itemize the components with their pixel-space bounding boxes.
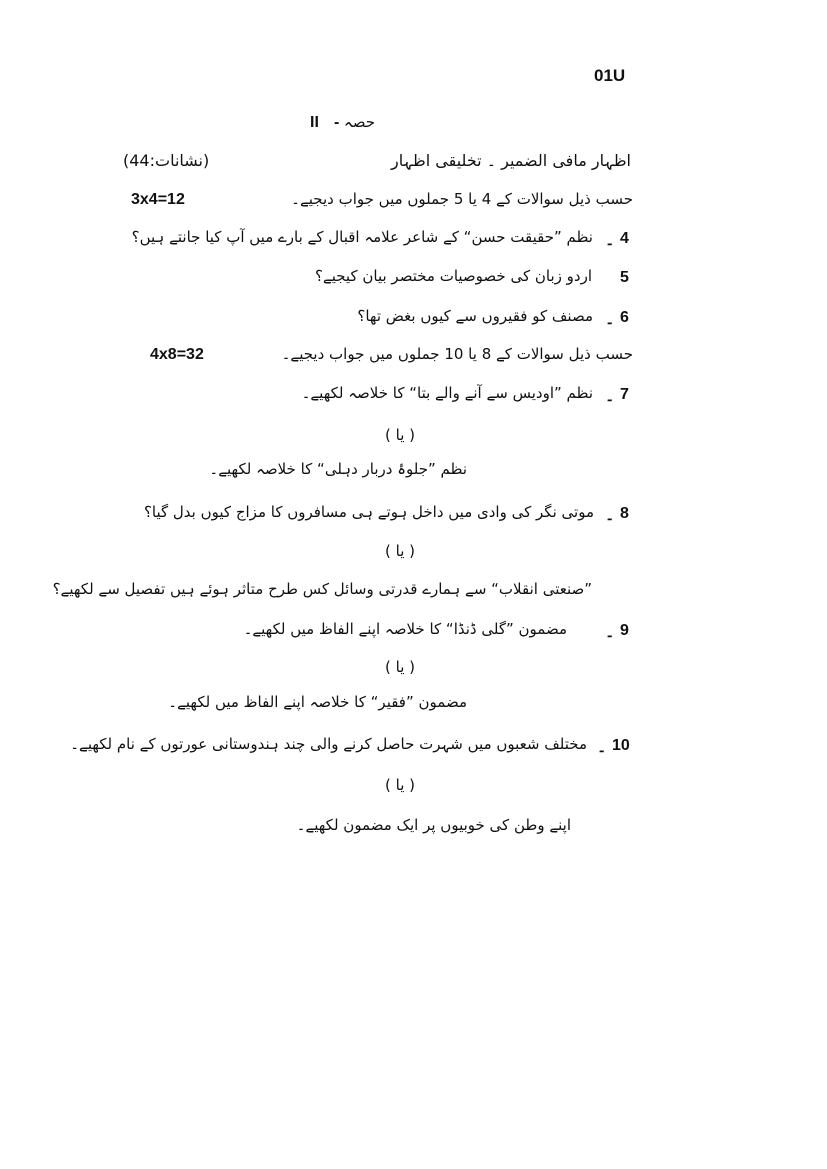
question-9-number: 9 — [620, 622, 629, 639]
question-7-number: 7 — [620, 386, 629, 403]
question-10-or: ( یا ) — [385, 776, 415, 794]
question-10-text: مختلف شعبوں میں شہرت حاصل کرنے والی چند ہندوستانی عورتوں کے نام لکھیے۔ — [70, 735, 587, 753]
question-9-alternative: مضمون ”فقیر“ کا خلاصہ اپنے الفاظ میں لکھیے۔ — [168, 693, 467, 711]
group-a-instruction: حسب ذیل سوالات کے 4 یا 5 جملوں میں جواب دیجیے۔ — [291, 190, 633, 208]
question-9-or: ( یا ) — [385, 658, 415, 676]
question-7-dash: ۔ — [605, 388, 615, 405]
section-number: II — [310, 114, 319, 131]
section-label: حصہ — [343, 113, 375, 131]
question-8-alternative: ”صنعتی انقلاب“ سے ہمارے قدرتی وسائل کس طرح متاثر ہوئے ہیں تفصیل سے لکھیے؟ — [52, 580, 592, 598]
question-9-text: مضمون ”گلی ڈنڈا“ کا خلاصہ اپنے الفاظ میں لکھیے۔ — [243, 620, 567, 638]
question-6-text: مصنف کو فقیروں سے کیوں بغض تھا؟ — [357, 307, 593, 325]
question-7-or: ( یا ) — [385, 426, 415, 444]
question-8-dash: ۔ — [605, 507, 615, 524]
group-a-marks: 3x4=12 — [131, 191, 185, 208]
question-5-text: اردو زبان کی خصوصیات مختصر بیان کیجیے؟ — [314, 267, 592, 285]
section-dash: - — [334, 114, 340, 131]
question-7-alternative: نظم ”جلوۂ دربار دہلی“ کا خلاصہ لکھیے۔ — [209, 460, 467, 478]
group-b-instruction: حسب ذیل سوالات کے 8 یا 10 جملوں میں جواب دیجیے۔ — [281, 345, 633, 363]
question-8-text: موتی نگر کی وادی میں داخل ہوتے ہی مسافروں کا مزاج کیوں بدل گیا؟ — [143, 503, 594, 521]
question-4-dash: ۔ — [605, 232, 615, 249]
group-b-marks: 4x8=32 — [150, 346, 204, 363]
question-5-number: 5 — [620, 269, 629, 286]
block-title: اظہار مافی الضمیر ۔ تخلیقی اظہار — [391, 151, 631, 170]
question-9-dash: ۔ — [605, 624, 615, 641]
question-8-or: ( یا ) — [385, 542, 415, 560]
question-6-number: 6 — [620, 309, 629, 326]
question-4-number: 4 — [620, 230, 629, 247]
question-10-dash: ۔ — [597, 739, 607, 756]
question-8-number: 8 — [620, 505, 629, 522]
paper-code: 01U — [594, 66, 626, 85]
question-4-text: نظم ”حقیقت حسن“ کے شاعر علامہ اقبال کے بارے میں آپ کیا جانتے ہیں؟ — [131, 228, 593, 246]
block-marks: (نشانات:44) — [123, 151, 210, 170]
question-7-text: نظم ”اودیس سے آنے والے بتا“ کا خلاصہ لکھیے۔ — [301, 384, 593, 402]
question-10-number: 10 — [612, 737, 630, 754]
question-10-alternative: اپنے وطن کی خوبیوں پر ایک مضمون لکھیے۔ — [296, 816, 571, 834]
question-6-dash: ۔ — [605, 311, 615, 328]
